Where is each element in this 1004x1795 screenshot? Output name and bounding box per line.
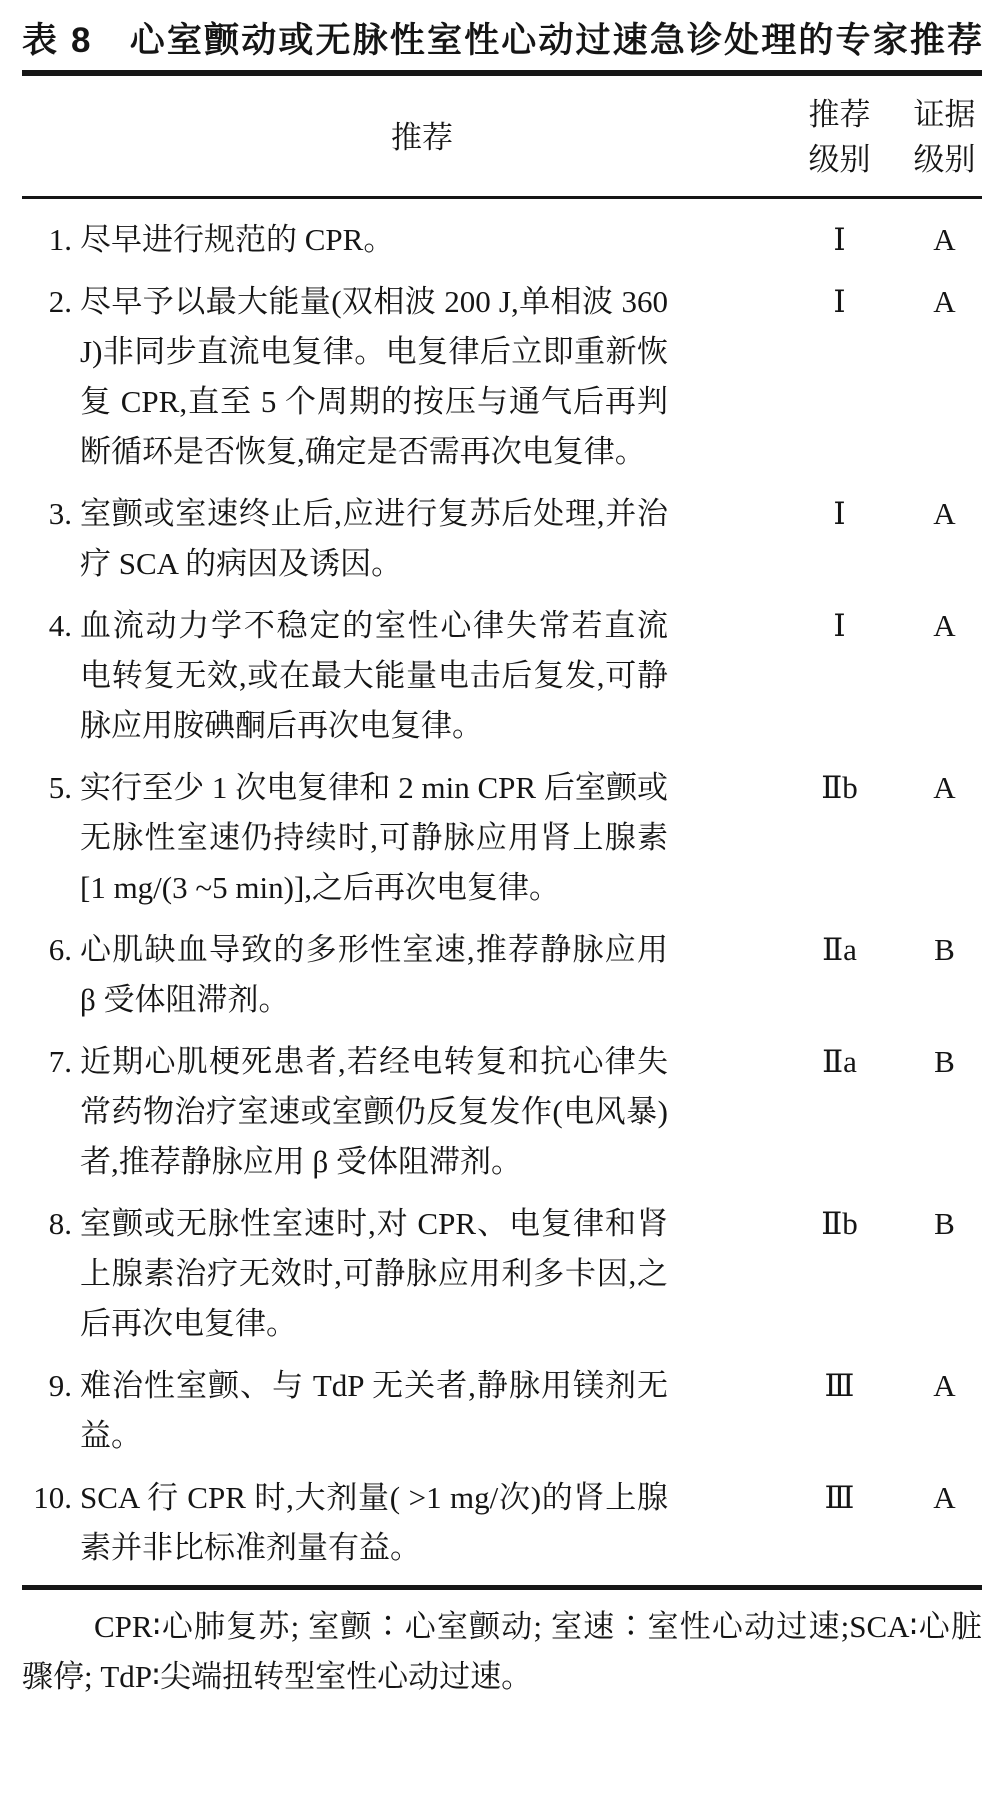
column-header-evidence <box>907 92 982 182</box>
row-recommendation: 血流动力学不稳定的室性心律失常若直流电转复无效,或在最大能量电击后复发,可静脉应用胺碘酮后再次电复律。 <box>80 608 668 743</box>
table-row <box>22 601 982 751</box>
row-class-level: Ⅰ <box>833 284 846 319</box>
row-class-level: Ⅲ <box>824 1480 855 1515</box>
row-evidence-level: A <box>933 496 956 531</box>
row-number: 6. <box>48 932 72 967</box>
row-number: 9. <box>48 1368 72 1403</box>
row-evidence-level: B <box>934 1044 955 1079</box>
row-recommendation: 室颤或无脉性室速时,对 CPR、电复律和肾上腺素治疗无效时,可静脉应用利多卡因,之后再次电复律。 <box>80 1206 668 1341</box>
row-number: 3. <box>48 496 72 531</box>
row-evidence-level: B <box>934 1206 955 1241</box>
table-row <box>22 489 982 589</box>
row-recommendation: 室颤或室速终止后,应进行复苏后处理,并治疗 SCA 的病因及诱因。 <box>80 496 668 581</box>
table-header-row <box>0 76 1004 196</box>
column-header-recommendation: 推荐 <box>391 119 453 155</box>
row-number: 2. <box>48 284 72 319</box>
table-row <box>22 1199 982 1349</box>
row-class-level: Ⅱb <box>821 1206 858 1241</box>
row-evidence-level: A <box>933 1368 956 1403</box>
row-class-level: Ⅱa <box>822 932 857 967</box>
row-recommendation: 实行至少 1 次电复律和 2 min CPR 后室颤或无脉性室速仍持续时,可静脉应用肾上腺素[1 mg/(3 ~5 min)],之后再次电复律。 <box>80 770 668 905</box>
table-row <box>22 1361 982 1461</box>
column-header-class-line2: 级别 <box>808 142 871 177</box>
column-header-class <box>772 92 907 182</box>
column-header-class-line1: 推荐 <box>808 97 871 132</box>
table-row <box>22 1473 982 1573</box>
row-number: 5. <box>48 770 72 805</box>
table-row <box>22 763 982 913</box>
row-recommendation: 难治性室颤、与 TdP 无关者,静脉用镁剂无益。 <box>80 1368 668 1453</box>
column-header-evidence-line2: 级别 <box>913 142 976 177</box>
row-class-level: Ⅱb <box>821 770 858 805</box>
row-number: 10. <box>33 1480 72 1515</box>
row-class-level: Ⅲ <box>824 1368 855 1403</box>
row-evidence-level: A <box>933 608 956 643</box>
row-recommendation: 心肌缺血导致的多形性室速,推荐静脉应用 β 受体阻滞剂。 <box>80 932 668 1017</box>
table-row <box>22 1037 982 1187</box>
table-row <box>22 925 982 1025</box>
table-body <box>0 199 1004 1573</box>
table-caption: 表 8 心室颤动或无脉性室性心动过速急诊处理的专家推荐 <box>22 21 982 60</box>
row-recommendation: 近期心肌梗死患者,若经电转复和抗心律失常药物治疗室速或室颤仍反复发作(电风暴)者,推荐静脉应用 β 受体阻滞剂。 <box>80 1044 668 1179</box>
table-row <box>22 277 982 477</box>
row-recommendation: SCA 行 CPR 时,大剂量( >1 mg/次)的肾上腺素并非比标准剂量有益。 <box>80 1480 668 1565</box>
row-number: 8. <box>48 1206 72 1241</box>
table-bottom-rule <box>22 1585 982 1590</box>
row-class-level: Ⅱa <box>822 1044 857 1079</box>
row-recommendation: 尽早予以最大能量(双相波 200 J,单相波 360 J)非同步直流电复律。电复律后立即重新恢复 CPR,直至 5 个周期的按压与通气后再判断循环是否恢复,确定是否需再次电复律。 <box>80 284 668 469</box>
table-footnote: CPR∶心肺复苏; 室颤∶心室颤动; 室速∶室性心动过速;SCA∶心脏骤停; TdP∶尖端扭转型室性心动过速。 <box>22 1609 982 1694</box>
row-evidence-level: A <box>933 1480 956 1515</box>
row-class-level: Ⅰ <box>833 496 846 531</box>
row-number: 7. <box>48 1044 72 1079</box>
column-header-evidence-line1: 证据 <box>913 97 976 132</box>
table-row <box>22 215 982 265</box>
row-evidence-level: A <box>933 222 956 257</box>
row-evidence-level: B <box>934 932 955 967</box>
row-number: 1. <box>48 222 72 257</box>
row-evidence-level: A <box>933 284 956 319</box>
row-class-level: Ⅰ <box>833 608 846 643</box>
row-recommendation: 尽早进行规范的 CPR。 <box>80 222 395 257</box>
row-class-level: Ⅰ <box>833 222 846 257</box>
row-evidence-level: A <box>933 770 956 805</box>
row-number: 4. <box>48 608 72 643</box>
